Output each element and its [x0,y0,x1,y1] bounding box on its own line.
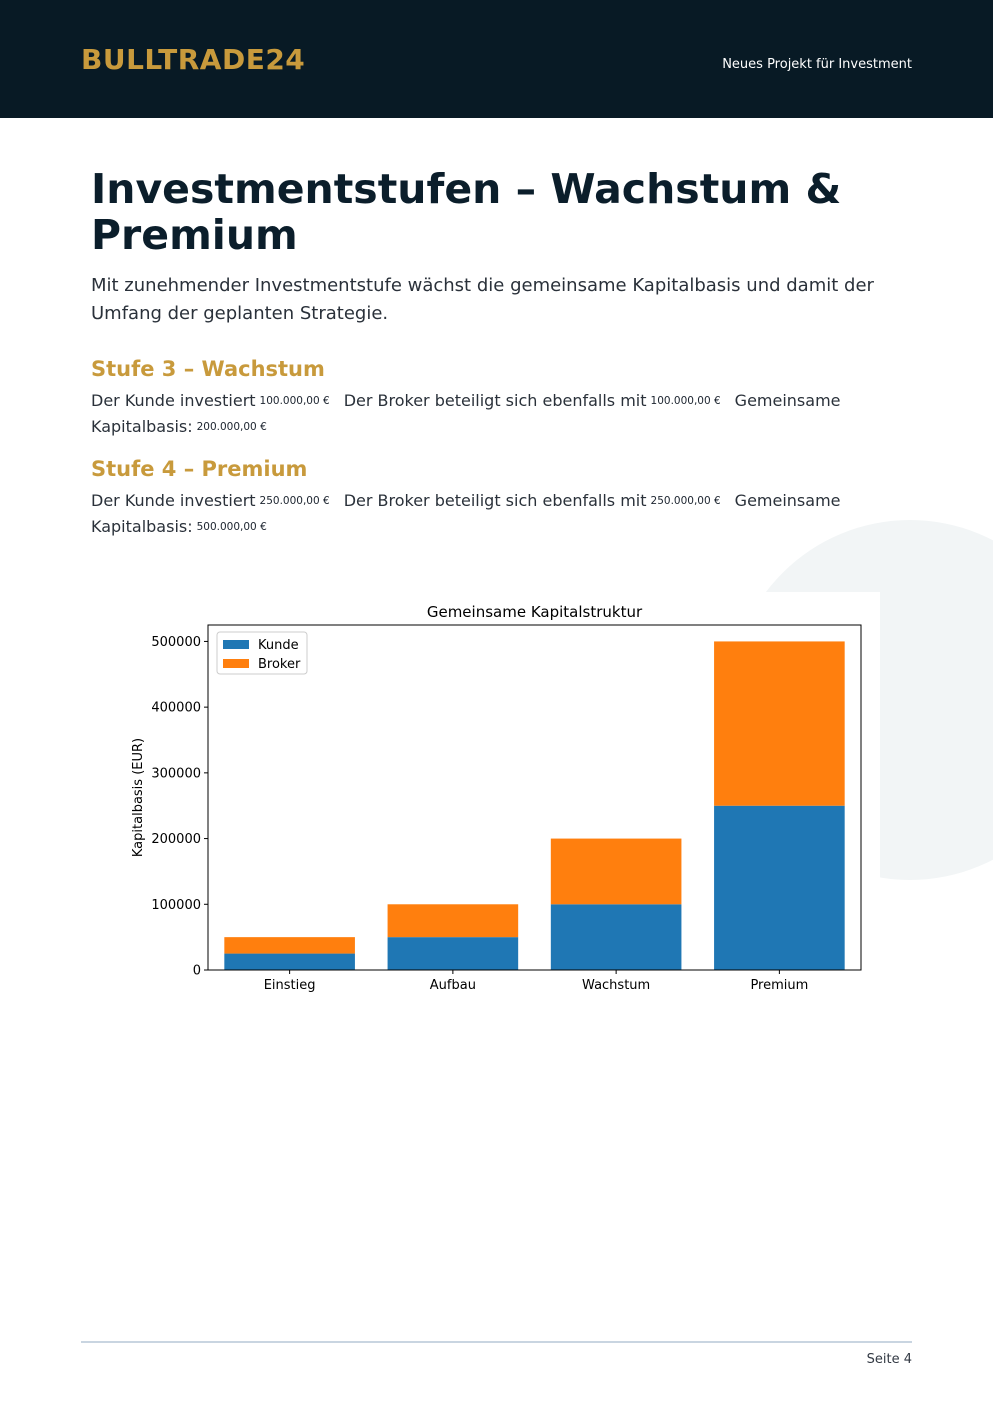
bar-broker-premium [714,641,845,805]
bar-kunde-premium [714,806,845,970]
legend-label-broker: Broker [258,657,301,672]
stage-4-broker-text: Der Broker beteiligt sich ebenfalls mit [343,491,647,510]
y-tick-label: 100000 [151,897,201,913]
x-tick-label: Aufbau [429,978,476,993]
bar-kunde-wachstum [551,904,682,970]
y-tick-label: 400000 [151,700,201,716]
bar-broker-aufbau [388,904,519,937]
stage-3-text [91,388,911,440]
stage-3-client-text: Der Kunde investiert [91,391,256,410]
stage-4-client-text: Der Kunde investiert [91,491,256,510]
stage-4-heading: Stufe 4 – Premium [91,457,308,481]
page-number: Seite 4 [866,1352,912,1367]
brand-logo: BULLTRADE24 [81,43,306,76]
y-tick-label: 500000 [151,634,201,650]
stage-3-total-text: Gemeinsame Kapitalbasis: [91,391,841,436]
capital-structure-chart [120,592,880,1002]
x-tick-label: Einstieg [263,978,316,993]
stage-3-heading: Stufe 3 – Wachstum [91,357,325,381]
y-tick-label: 200000 [151,832,201,848]
y-axis-label: Kapitalbasis (EUR) [131,737,146,858]
bar-kunde-einstieg [224,954,355,970]
x-tick-label: Premium [750,978,809,993]
stage-4-broker-amount: 250.000,00 € [650,495,721,507]
chart-svg [120,592,880,1002]
legend-label-kunde: Kunde [258,638,299,653]
page-header [0,0,993,118]
main-content [91,166,911,540]
stage-4-text [91,488,911,540]
header-tagline: Neues Projekt für Investment [722,57,912,72]
chart-title: Gemeinsame Kapitalstruktur [426,603,643,621]
intro-paragraph: Mit zunehmender Investmentstufe wächst die gemeinsame Kapitalbasis und damit der Umfang der geplanten Strategie. [91,275,874,324]
page-title: Investmentstufen – Wachstum & Premium [91,165,842,259]
stage-3-broker-text: Der Broker beteiligt sich ebenfalls mit [343,391,647,410]
bar-kunde-aufbau [388,937,519,970]
footer-divider [81,1341,912,1343]
x-tick-label: Wachstum [582,978,651,993]
stage-3-client-amount: 100.000,00 € [259,395,330,407]
stage-4-client-amount: 250.000,00 € [259,495,330,507]
bar-broker-einstieg [224,937,355,953]
stage-3-broker-amount: 100.000,00 € [650,395,721,407]
stage-4-total-amount: 500.000,00 € [196,521,267,533]
stage-3-total-amount: 200.000,00 € [196,421,267,433]
y-tick-label: 300000 [151,766,201,782]
stage-4-total-text: Gemeinsame Kapitalbasis: [91,491,841,536]
legend-swatch-broker [223,659,249,668]
y-tick-label: 0 [192,963,201,979]
legend-swatch-kunde [223,640,249,649]
bar-broker-wachstum [551,839,682,905]
